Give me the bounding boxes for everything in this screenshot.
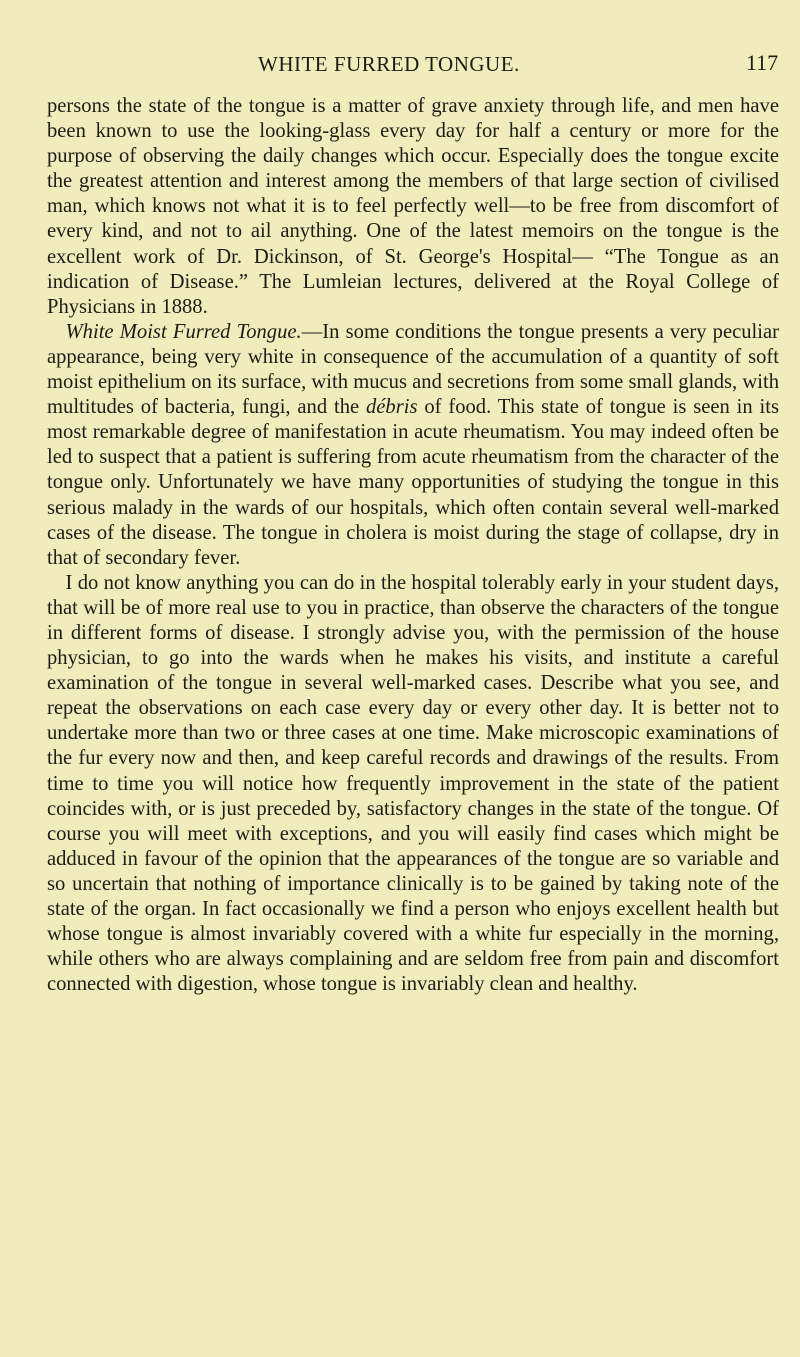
paragraph-2-text-part-2: of food. This state of tongue is seen in its most remarkable degree of manifestation in acute rheumatism. You may indeed often be led to suspect that a patient is suffering from acute rheumatism from the character of the tongue only. Unfortunately we have many opportunities of studying the tongue in this serious malady in the wards of our hospitals, which often contain several well-marked cases of the disease. The tongue in cholera is moist during the stage of collapse, dry in that of secondary fever. [47, 396, 779, 569]
paragraph-3: I do not know anything you can do in the hospital tolerably early in your student days, that will be of more real use to you in practice, than observe the characters of the tongue in different forms of disease. I strongly advise you, with the permission of the house physician, to go into the wards when he makes his visits, and institute a careful examination of the tongue in several well-marked cases. Describe what you see, and repeat the observations on each case every day or every other day. It is better not to undertake more than two or three cases at one time. Make microscopic examinations of the fur every now and then, and keep careful records and drawings of the results. From time to time you will notice how frequently improvement in the state of the patient coincides with, or is just preceded by, satisfactory changes in the state of the tongue. Of course you will meet with exceptions, and you will easily find cases which might be adduced in favour of the opinion that the appearances of the tongue are so variable and so uncertain that nothing of importance clinically is to be gained by taking note of the state of the organ. In fact occasionally we find a person who enjoys excellent health but whose tongue is almost invariably covered with a white fur especially in the morning, while others who are always complaining and are seldom free from pain and discomfort connected with digestion, whose tongue is invariably clean and healthy. [47, 571, 779, 996]
running-head-title: WHITE FURRED TONGUE. [258, 52, 520, 76]
paragraph-2-text-part-1: —In some conditions the tongue presents a very peculiar appearance, being very white in consequence of the accumulation of a quantity of soft moist epithelium on its surface, with mucus and secretions from some small glands, with multitudes of bacteria, fungi, and the [47, 320, 780, 419]
paragraph-2 [47, 320, 779, 571]
page-number: 117 [746, 50, 779, 75]
paragraph-1: persons the state of the tongue is a matter of grave anxiety through life, and men have been known to use the looking-glass every day for half a century or more for the purpose of observing the daily changes which occur. Especially does the tongue excite the greatest attention and interest among the members of that large section of civilised man, which knows not what it is to feel perfectly well—to be free from discomfort of every kind, and not to ail anything. One of the latest memoirs on the tongue is the excellent work of Dr. Dickinson, of St. George's Hospital— “The Tongue as an indication of Disease.” The Lumleian lectures, delivered at the Royal College of Physicians in 1888. [47, 95, 779, 318]
italic-term-debris: débris [366, 396, 418, 419]
body-text [47, 94, 779, 997]
section-heading: White Moist Furred Tongue. [65, 320, 302, 343]
